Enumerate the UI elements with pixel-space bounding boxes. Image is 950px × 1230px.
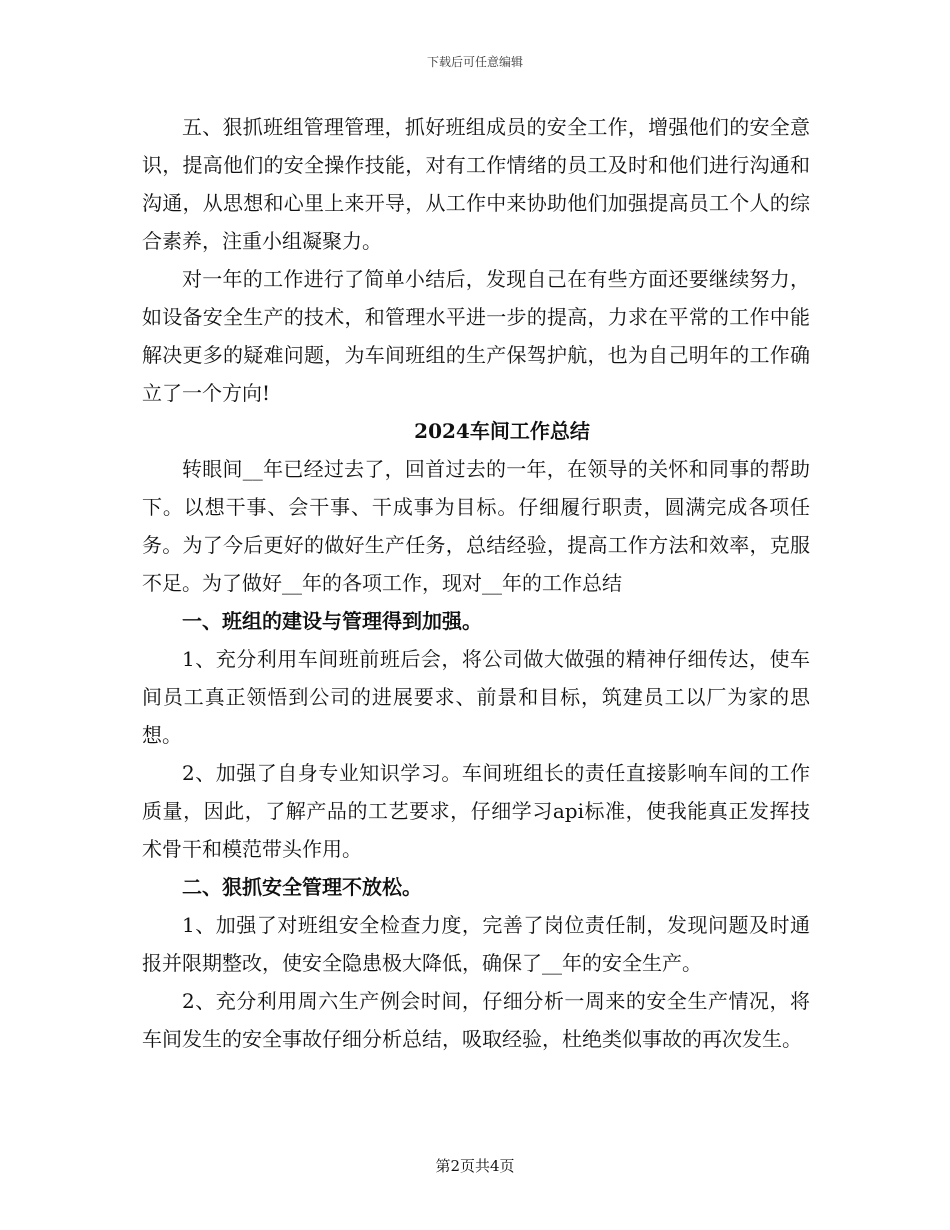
paragraph-team-item-1: 1、充分利用车间班前班后会，将公司做大做强的精神仔细传达，使车间员工真正领悟到公司的进展要求、前景和目标，筑建员工以厂为家的思想。 [142, 647, 810, 747]
document-title: 2024车间工作总结 [414, 419, 590, 443]
paragraph-safety-item-1: 1、加强了对班组安全检查力度，完善了岗位责任制，发现问题及时通报并限期整改，使安全隐患极大降低，确保了__年的安全生产。 [142, 913, 810, 975]
page-number: 第2页共4页 [435, 1157, 515, 1175]
paragraph-safety-item-2: 2、充分利用周六生产例会时间，仔细分析一周来的安全生产情况，将车间发生的安全事故仔细分析总结，吸取经验，杜绝类似事故的再次发生。 [142, 989, 810, 1051]
paragraph-team-item-2: 2、加强了自身专业知识学习。车间班组长的责任直接影响车间的工作质量，因此，了解产品的工艺要求，仔细学习api标准，使我能真正发挥技术骨干和模范带头作用。 [142, 761, 810, 861]
heading-safety-management: 二、狠抓安全管理不放松。 [182, 875, 422, 899]
paragraph-intro: 转眼间__年已经过去了，回首过去的一年，在领导的关怀和同事的帮助下。以想干事、会干事、干成事为目标。仔细履行职责，圆满完成各项任务。为了今后更好的做好生产任务，总结经验，提高工作方法和效率，克服不足。为了做好__年的各项工作，现对__年的工作总结 [142, 457, 810, 595]
document-body [142, 108, 810, 1058]
paragraph-section-five: 五、狠抓班组管理管理，抓好班组成员的安全工作，增强他们的安全意识，提高他们的安全操作技能，对有工作情绪的员工及时和他们进行沟通和沟通，从思想和心里上来开导，从工作中来协助他们加强提高员工个人的综合素养，注重小组凝聚力。 [142, 115, 810, 253]
heading-team-building: 一、班组的建设与管理得到加强。 [182, 609, 482, 633]
paragraph-summary: 对一年的工作进行了简单小结后，发现自己在有些方面还要继续努力，如设备安全生产的技术，和管理水平进一步的提高，力求在平常的工作中能解决更多的疑难问题，为车间班组的生产保驾护航，也为自己明年的工作确立了一个方向! [142, 267, 810, 405]
header-note: 下载后可任意编辑 [426, 55, 523, 69]
